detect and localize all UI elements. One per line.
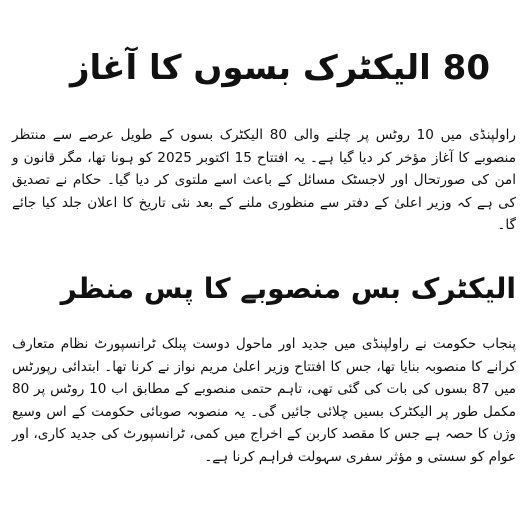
background-paragraph: پنجاب حکومت نے راولپنڈی میں جدید اور ماحول دوست پبلک ٹرانسپورٹ نظام متعارف کرانے کا منصوبہ بنایا تھا، جس کا افتتاح وزیر اعلیٰ مریم نواز نے کرنا تھا۔ ابتدائی رپورٹس میں 87 بسوں کی بات کی گئی تھی، تاہم حتمی منصوبے کے مطابق اب 10 روٹس پر 80 مکمل طور پر الیکٹرک بسیں چلائی جائیں گی۔ یہ منصوبہ صوبائی حکومت کے اس وسیع وژن کا حصہ ہے جس کا مقصد کاربن کے اخراج میں کمی، ٹرانسپورٹ کی جدید کاری، اور عوام کو سستی و مؤثر سفری سہولت فراہم کرنا ہے۔ — [12, 336, 516, 465]
article-title: 80 الیکٹرک بسوں کا آغاز — [69, 48, 490, 88]
section-heading: الیکٹرک بس منصوبے کا پس منظر — [60, 272, 516, 305]
intro-paragraph: راولپنڈی میں 10 روٹس پر چلنے والی 80 الیکٹرک بسوں کے طویل عرصے سے منتظر منصوبے کا آغاز مؤخر کر دیا گیا ہے۔ یہ افتتاح 15 اکتوبر 2025 کو ہونا تھا، مگر قانون و امن کی صورتحال اور لاجسٹک مسائل کے باعث اسے ملتوی کر دیا گیا۔ حکام نے تصدیق کی ہے کہ وزیر اعلیٰ کے دفتر سے منظوری ملنے کے بعد نئی تاریخ کا اعلان جلد کیا جائے گا۔ — [12, 127, 516, 234]
